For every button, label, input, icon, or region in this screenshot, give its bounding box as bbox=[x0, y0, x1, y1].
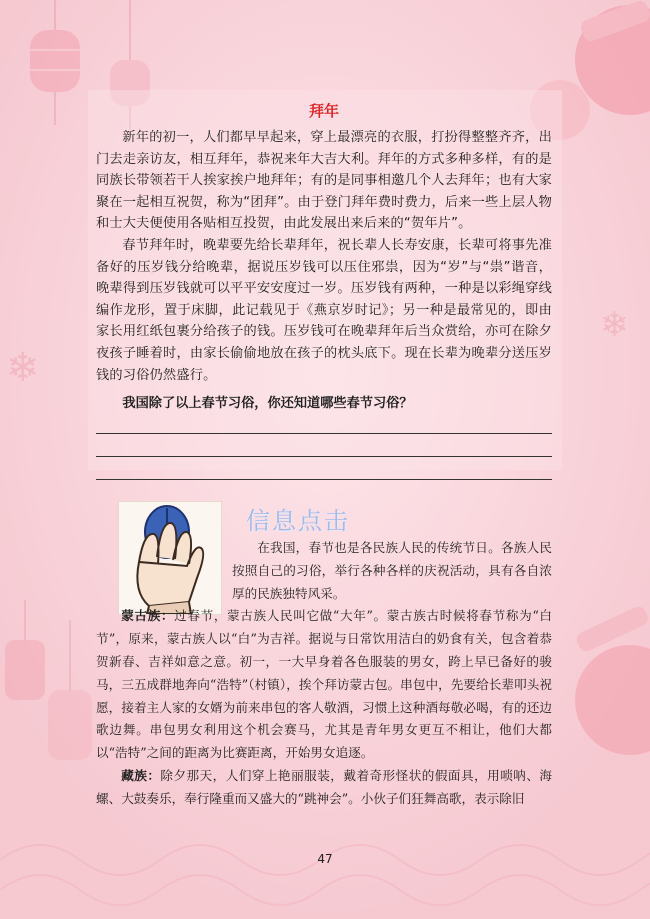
page-number: 47 bbox=[317, 852, 333, 866]
answer-line[interactable] bbox=[96, 479, 552, 480]
paragraph-1: 新年的初一，人们都早早起来，穿上最漂亮的衣服，打扮得整整齐齐，出门去走亲访友，相互拜年，恭祝来年大吉大利。拜年的方式多种多样，有的是同族长带领若干人挨家挨户地拜年；有的是同事相邀几个人去拜年；也有大家聚在一起相互祝贺，称为“团拜”。由于登门拜年费时费力，后来一些上层人物和士大夫便使用各贴相互投贺，由此发展出来后来的“贺年片”。 bbox=[96, 130, 552, 232]
snowflake-icon: ❄ bbox=[6, 345, 40, 391]
question: 我国除了以上春节习俗，你还知道哪些春节习俗？ bbox=[122, 396, 413, 412]
info-intro: 在我国，春节也是各民族人民的传统节日。各族人民按照自己的习俗，举行各种各样的庆祝活动，具有各自浓厚的民族独特风采。 bbox=[232, 540, 552, 601]
tibet-text: 除夕那天，人们穿上艳丽服装，戴着奇形怪状的假面具，用唢呐、海螺、大鼓奏乐，奉行隆重而又盛大的“跳神会”。小伙子们狂舞高歌，表示除旧 bbox=[96, 767, 553, 806]
tibet-label: 藏族： bbox=[121, 767, 161, 783]
mongol-label: 蒙古族： bbox=[121, 608, 175, 624]
info-mongol bbox=[96, 605, 552, 765]
answer-line[interactable] bbox=[96, 456, 552, 457]
main-section bbox=[96, 100, 552, 480]
info-title: 信息点击 bbox=[246, 507, 350, 535]
mongol-text: 过春节，蒙古族人民叫它做“大年”。蒙古族古时候将春节称为“白节”，原来，蒙古族人以“白”为吉祥。据说与日常饮用洁白的奶食有关，包含着恭贺新春、吉祥如意之意。初一，一大早身着各色服装的男女，跨上早已备好的骏马，三五成群地奔向“浩特”（村镇），挨个拜访蒙古包。串包中，先要给长辈叩头祝愿，接着主人家的女婿为前来串包的客人敬酒，习惯上这种酒每敬必喝，有的还边歌边舞。串包男女利用这个机会赛马，尤其是青年男女更互不相让，他们大都以“浩特”之间的距离为比赛距离，开始男女追逐。 bbox=[96, 608, 552, 761]
answer-line[interactable] bbox=[96, 433, 552, 434]
info-tibet bbox=[96, 765, 552, 811]
snowflake-icon: ❄ bbox=[600, 305, 629, 345]
section-title: 拜年 bbox=[308, 102, 339, 120]
paragraph-2: 春节拜年时，晚辈要先给长辈拜年，祝长辈人长寿安康，长辈可将事先准备好的压岁钱分给晚辈，据说压岁钱可以压住邪祟，因为“岁”与“祟”谐音，晚辈得到压岁钱就可以平平安安度过一岁。压岁钱有两种，一种是以彩绳穿线编作龙形，置于床脚，此记载见于《燕京岁时记》；另一种是最常见的，即由家长用红纸包裹分给孩子的钱。压岁钱可在晚辈拜年后当众赏给，亦可在除夕夜孩子睡着时，由家长偷偷地放在孩子的枕头底下。现在长辈为晚辈分送压岁钱的习俗仍然盛行。 bbox=[96, 237, 552, 383]
